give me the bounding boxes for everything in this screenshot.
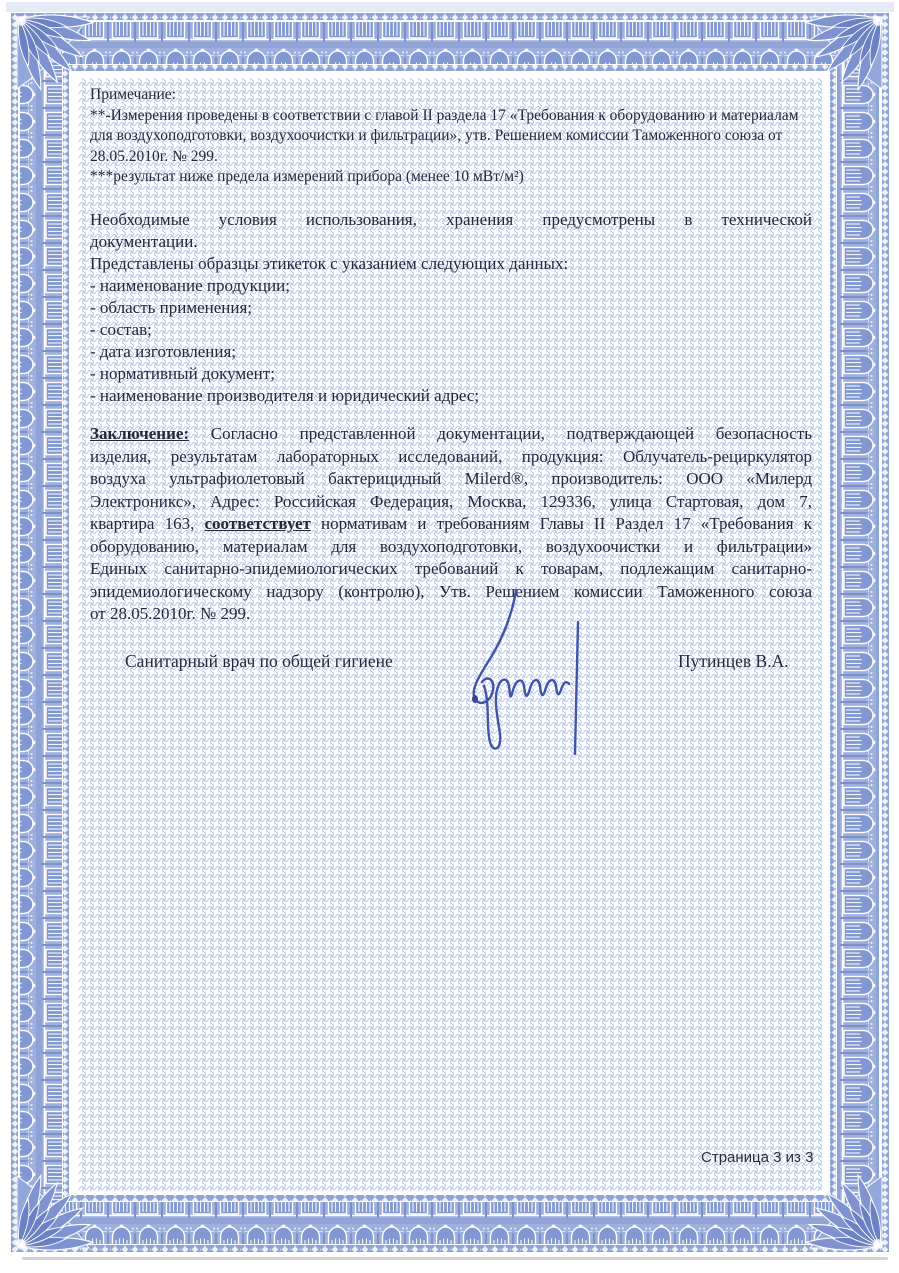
label-data-item: - дата изготовления; (90, 342, 237, 361)
label-data-item: - нормативный документ; (90, 364, 275, 383)
note-block (90, 85, 820, 188)
note-line: ***результат ниже предела измерений прибора (менее 10 мВт/м²) (90, 168, 524, 185)
label-data-item: - наименование производителя и юридический адрес; (90, 386, 480, 405)
note-line: 28.05.2010г. № 299. (90, 147, 218, 165)
signer-name: Путинцев В.А. (678, 651, 789, 671)
conclusion-line: эпидемиологическому надзору (контролю), Утв. Решением комиссии Таможенного союза (90, 581, 812, 601)
conclusion-line: изделия, результатам лабораторных исследований, продукция: Облучатель-рециркулятор (90, 446, 812, 466)
conclusion-line: Единых санитарно-эпидемиологических требований к товарам, подлежащим санитарно- (90, 559, 812, 578)
scan-shadow-line (22, 1257, 888, 1260)
conclusion-text: Согласно представленной документации, подтверждающей безопасность (189, 424, 812, 443)
conclusion-line: воздуха ультрафиолетовый бактерицидный Milerd®, производитель: ООО «Милерд (90, 469, 812, 488)
label-data-item: - область применения; (90, 298, 253, 317)
note-line: для воздухоподготовки, воздухоочистки и фильтрации», утв. Решением комиссии Таможенного союза от (90, 127, 783, 144)
conclusion-emphasis: соответствует (204, 514, 311, 533)
conditions-paragraph-line: документации. (90, 232, 198, 251)
note-line: **-Измерения проведены в соответствии с главой II раздела 17 «Требования к оборудованию и материалам (90, 106, 799, 124)
signer-role: Санитарный врач по общей гигиене (125, 651, 393, 671)
label-data-item: - наименование продукции; (90, 276, 290, 295)
conditions-paragraph-line: Необходимые условия использования, хранения предусмотрены в технической (90, 210, 812, 229)
labels-intro-line: Представлены образцы этикеток с указанием следующих данных: (90, 254, 569, 273)
conclusion-line (90, 423, 812, 446)
conclusion-heading: Заключение: (90, 424, 190, 443)
conclusion-line: Электроникс», Адрес: Российская Федерация, Москва, 129336, улица Стартовая, дом 7, (90, 491, 812, 511)
signature-ink (450, 582, 620, 772)
conclusion-text: нормативам и требованиям Главы II Раздел 17 «Требования к (310, 514, 812, 533)
conclusion-line (90, 513, 812, 536)
label-data-item: - состав; (90, 320, 152, 339)
conclusion-text: квартира 163, (90, 514, 205, 533)
conclusion-line: оборудованию, материалам для воздухоподготовки, воздухоочистки и фильтрации» (90, 536, 812, 556)
page-indicator: Страница 3 из 3 (701, 1149, 814, 1166)
conclusion-line: от 28.05.2010г. № 299. (90, 604, 251, 623)
conditions-block (90, 209, 812, 407)
note-title: Примечание: (90, 86, 176, 103)
